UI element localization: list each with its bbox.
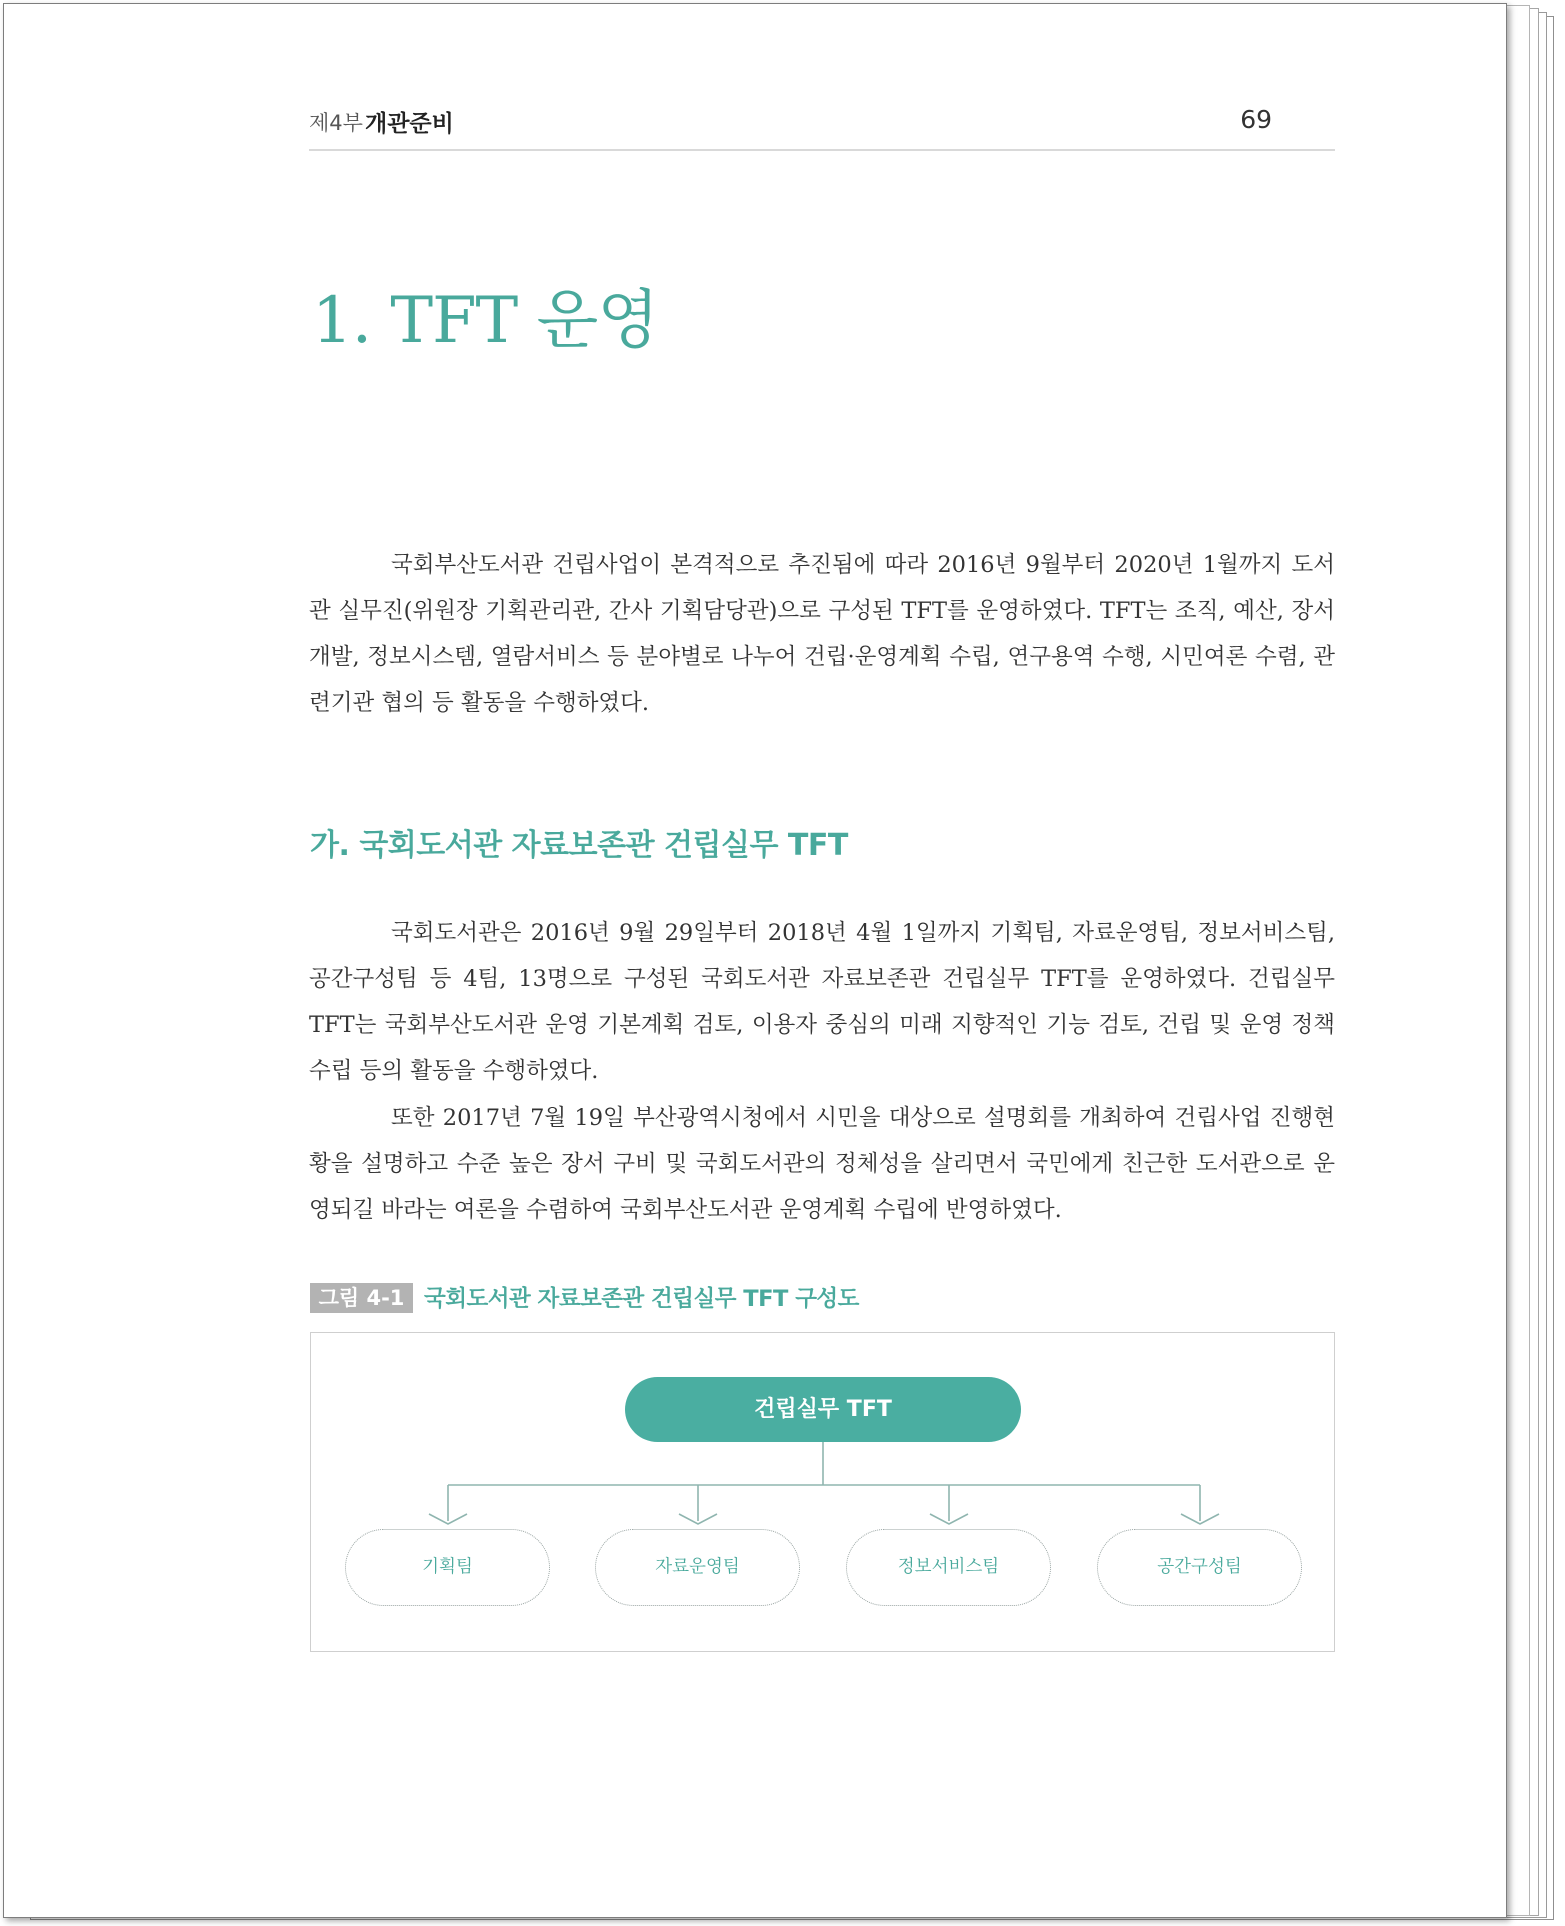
book-page bbox=[3, 3, 1507, 1918]
org-team-node: 공간구성팀 bbox=[1097, 1529, 1302, 1606]
body-paragraph-3: 또한 2017년 7월 19일 부산광역시청에서 시민을 대상으로 설명회를 개최하여 건립사업 진행현황을 설명하고 수준 높은 장서 구비 및 국회도서관의 정체성을 살리면서 국민에게 친근한 도서관으로 운영되길 바라는 여론을 수렴하여 국회부산도서관 운영계획 수립에 반영하였다. bbox=[309, 1105, 1335, 1223]
org-team-node: 기획팀 bbox=[345, 1529, 550, 1606]
page-number: 69 bbox=[1240, 105, 1272, 134]
running-header-part: 제4부 bbox=[309, 111, 363, 135]
body-paragraph-2: 국회도서관은 2016년 9월 29일부터 2018년 4월 1일까지 기획팀, 자료운영팀, 정보서비스팀, 공간구성팀 등 4팀, 13명으로 구성된 국회도서관 자료보존관 건립실무 TFT를 운영하였다. 건립실무 TFT는 국회부산도서관 운영 기본계획 검토, 이용자 중심의 미래 지향적인 기능 검토, 건립 및 운영 정책 수립 등의 활동을 수행하였다. bbox=[309, 920, 1335, 1084]
org-chart bbox=[310, 1332, 1335, 1652]
figure-label: 그림 4-1 bbox=[310, 1283, 413, 1313]
chapter-title: 1. TFT 운영 bbox=[312, 284, 659, 358]
body-paragraph-1: 국회부산도서관 건립사업이 본격적으로 추진됨에 따라 2016년 9월부터 2020년 1월까지 도서관 실무진(위원장 기획관리관, 간사 기획담당관)으로 구성된 TFT를 운영하였다. TFT는 조직, 예산, 장서개발, 정보시스템, 열람서비스 등 분야별로 나누어 건립·운영계획 수립, 연구용역 수행, 시민여론 수렴, 관련기관 협의 등 활동을 수행하였다. bbox=[309, 552, 1335, 716]
org-team-node: 정보서비스팀 bbox=[846, 1529, 1051, 1606]
org-team-node: 자료운영팀 bbox=[595, 1529, 800, 1606]
figure-caption: 국회도서관 자료보존관 건립실무 TFT 구성도 bbox=[424, 1286, 859, 1312]
org-root-node: 건립실무 TFT bbox=[625, 1377, 1021, 1442]
header-divider bbox=[309, 149, 1335, 151]
running-header-title: 개관준비 bbox=[365, 111, 454, 137]
section-title: 가. 국회도서관 자료보존관 건립실무 TFT bbox=[310, 828, 848, 863]
